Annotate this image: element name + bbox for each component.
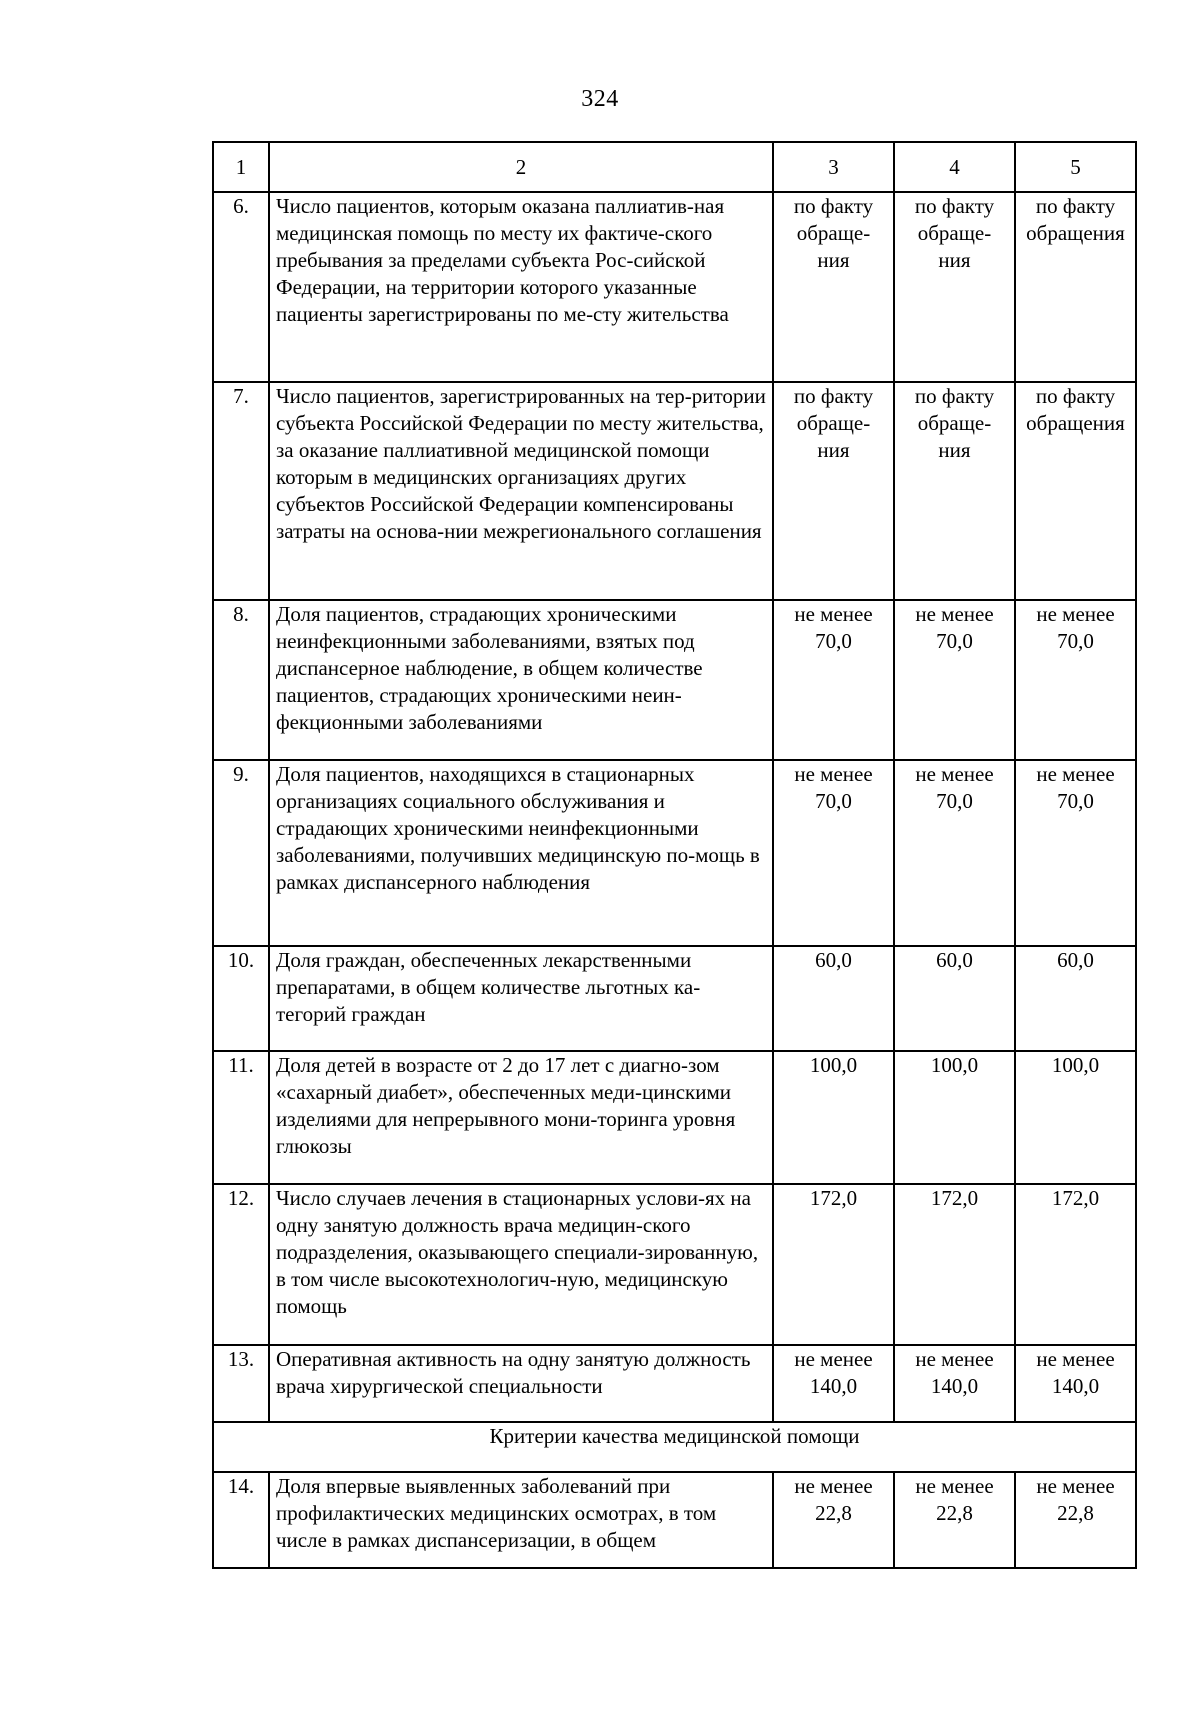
row-description: Доля граждан, обеспеченных лекарственными препаратами, в общем количестве льготных ка-тегорий граждан [269, 946, 773, 1051]
value-col-4: не менее 22,8 [894, 1472, 1015, 1568]
row-description: Доля впервые выявленных заболеваний при профилактических медицинских осмотрах, в том числе в рамках диспансеризации, в общем [269, 1472, 773, 1568]
row-number: 14. [213, 1472, 269, 1568]
row-description: Число пациентов, которым оказана паллиатив-ная медицинская помощь по месту их фактиче-ского пребывания за пределами субъекта Рос-сийской Федерации, на территории которого указанные пациенты зарегистрированы по ме-сту жительства [269, 192, 773, 382]
column-header-2: 2 [269, 142, 773, 192]
value-col-5: по факту обращения [1015, 192, 1136, 382]
row-number: 11. [213, 1051, 269, 1184]
column-header-3: 3 [773, 142, 894, 192]
table-row [213, 946, 1136, 1051]
row-number: 8. [213, 600, 269, 760]
column-header-4: 4 [894, 142, 1015, 192]
value-col-5: не менее 70,0 [1015, 760, 1136, 946]
section-title: Критерии качества медицинской помощи [213, 1422, 1136, 1472]
row-number: 6. [213, 192, 269, 382]
value-col-3: не менее 70,0 [773, 760, 894, 946]
value-col-5: не менее 22,8 [1015, 1472, 1136, 1568]
criteria-table [212, 141, 1137, 1569]
table-row [213, 1345, 1136, 1422]
value-col-4: не менее 70,0 [894, 600, 1015, 760]
value-col-3: не менее 22,8 [773, 1472, 894, 1568]
value-col-3: 100,0 [773, 1051, 894, 1184]
row-number: 9. [213, 760, 269, 946]
value-col-4: по факту обраще- ния [894, 382, 1015, 600]
row-number: 7. [213, 382, 269, 600]
row-description: Оперативная активность на одну занятую должность врача хирургической специальности [269, 1345, 773, 1422]
value-col-3: не менее 140,0 [773, 1345, 894, 1422]
row-number: 10. [213, 946, 269, 1051]
row-number: 12. [213, 1184, 269, 1345]
value-col-3: 60,0 [773, 946, 894, 1051]
value-col-4: 172,0 [894, 1184, 1015, 1345]
section-header-row [213, 1422, 1136, 1472]
row-description: Доля пациентов, страдающих хроническими неинфекционными заболеваниями, взятых под диспансерное наблюдение, в общем количестве пациентов, страдающих хроническими неин-фекционными заболеваниями [269, 600, 773, 760]
table-row [213, 760, 1136, 946]
value-col-4: 100,0 [894, 1051, 1015, 1184]
row-description: Число случаев лечения в стационарных услови-ях на одну занятую должность врача медицин-ского подразделения, оказывающего специали-зированную, в том числе высокотехнологич-ную, медицинскую помощь [269, 1184, 773, 1345]
value-col-3: 172,0 [773, 1184, 894, 1345]
value-col-4: не менее 140,0 [894, 1345, 1015, 1422]
table-row [213, 192, 1136, 382]
value-col-4: не менее 70,0 [894, 760, 1015, 946]
value-col-5: не менее 70,0 [1015, 600, 1136, 760]
value-col-3: не менее 70,0 [773, 600, 894, 760]
value-col-5: 60,0 [1015, 946, 1136, 1051]
value-col-4: 60,0 [894, 946, 1015, 1051]
table-row [213, 600, 1136, 760]
row-number: 13. [213, 1345, 269, 1422]
value-col-5: 172,0 [1015, 1184, 1136, 1345]
value-col-5: не менее 140,0 [1015, 1345, 1136, 1422]
value-col-5: по факту обращения [1015, 382, 1136, 600]
row-description: Число пациентов, зарегистрированных на тер-ритории субъекта Российской Федерации по месту жительства, за оказание паллиативной медицинской помощи которым в медицинских организациях других субъектов Российской Федерации компенсированы затраты на основа-нии межрегионального соглашения [269, 382, 773, 600]
table-header-row [213, 142, 1136, 192]
table-row [213, 1051, 1136, 1184]
value-col-3: по факту обраще- ния [773, 192, 894, 382]
row-description: Доля детей в возрасте от 2 до 17 лет с диагно-зом «сахарный диабет», обеспеченных меди-цинскими изделиями для непрерывного мони-торинга уровня глюкозы [269, 1051, 773, 1184]
column-header-1: 1 [213, 142, 269, 192]
table-row [213, 382, 1136, 600]
table-row [213, 1472, 1136, 1568]
table-row [213, 1184, 1136, 1345]
column-header-5: 5 [1015, 142, 1136, 192]
page-number: 324 [581, 86, 619, 112]
value-col-4: по факту обраще- ния [894, 192, 1015, 382]
value-col-5: 100,0 [1015, 1051, 1136, 1184]
row-description: Доля пациентов, находящихся в стационарных организациях социального обслуживания и страдающих хроническими неинфекционными заболеваниями, получивших медицинскую по-мощь в рамках диспансерного наблюдения [269, 760, 773, 946]
value-col-3: по факту обраще- ния [773, 382, 894, 600]
